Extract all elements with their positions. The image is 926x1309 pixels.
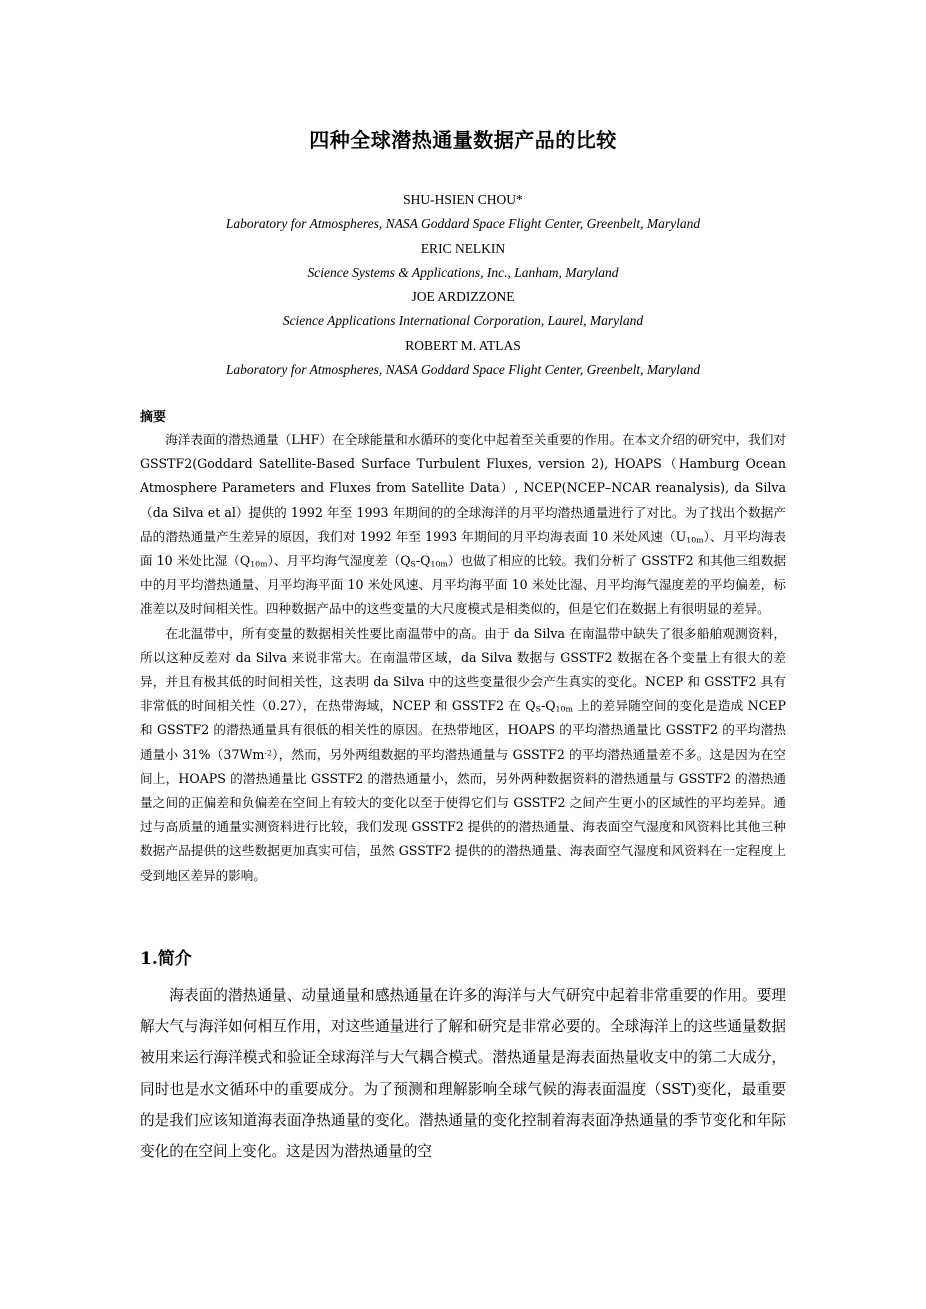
author-affiliation: Science Systems & Applications, Inc., Lanham, Maryland bbox=[307, 264, 619, 280]
intro-paragraph-1: 海表面的潜热通量、动量通量和感热通量在许多的海洋与大气研究中起着非常重要的作用。要理解大气与海洋如何相互作用，对这些通量进行了解和研究是非常必要的。全球海洋上的这些通量数据被用来运行海洋模式和验证全球海洋与大气耦合模式。潜热通量是海表面热量收支中的第二大成分，同时也是水文循环中的重要成分。为了预测和理解影响全球气候的海表面温度（SST)变化，最重要的是我们应该知道海表面净热通量的变化。潜热通量的变化控制着海表面净热通量的季节变化和年际变化的在空间上变化。这是因为潜热通量的空 bbox=[140, 987, 786, 1161]
paper-title: 四种全球潜热通量数据产品的比较 bbox=[309, 128, 617, 152]
author-affiliation: Laboratory for Atmospheres, NASA Goddard Space Flight Center, Greenbelt, Maryland bbox=[225, 216, 701, 232]
abstract-paragraph-2: 在北温带中，所有变量的数据相关性要比南温带中的高。由于 da Silva 在南温带中缺失了很多船舶观测资料，所以这种反差对 da Silva 来说非常大。在南温带区域，da Silva 数据与 GSSTF2 数据在各个变量上有很大的差异，并且有极其低的时间相关性，这表明 da Silva 中的这些变量很少会产生真实的变化。NCEP 和 GSSTF2 具有非常低的时间相关性（0.27），在热带海域，NCEP 和 GSSTF2 在 $Q_S-Q_{10m}$ 上的差异随空间的变化是造成 NCEP 和 GSSTF2 的潜热通量具有很低的相关性的原因。在热带地区，HOAPS 的平均潜热通量比 GSSTF2 的平均潜热通量小 $31\%(37Wm^{-2})$，然而，另外两组数据的平均潜热通量与 GSSTF2 的平均潜热通量差不多。这是因为在空间上，HOAPS 的潜热通量比 GSSTF2 的潜热通量小，然而，另外两种数据资料的潜热通量与 GSSTF2 的潜热通量之间的正偏差和负偏差在空间上有较大的变化以至于使得它们与 GSSTF2 之间产生更小的区域性的平均差异。通过与高质量的通量实测资料进行比较，我们发现 GSSTF2 提供的的潜热通量、海表面空气湿度和风资料比其他三种数据产品提供的这些数据更加真实可信，虽然 GSSTF2 提供的的潜热通量、海表面空气湿度和风资料在一定程度上受到地区差异的影响。 bbox=[140, 625, 786, 883]
abstract-body bbox=[140, 428, 786, 888]
author-affiliation: Laboratory for Atmospheres, NASA Goddard Space Flight Center, Greenbelt, Maryland bbox=[225, 362, 701, 378]
section-heading-intro: 1.简介 bbox=[140, 949, 192, 969]
abstract-heading: 摘要 bbox=[140, 410, 167, 425]
intro-body bbox=[140, 980, 786, 1167]
author-block bbox=[0, 188, 926, 382]
abstract-paragraph-1: 海洋表面的潜热通量（LHF）在全球能量和水循环的变化中起着至关重要的作用。在本文介绍的研究中，我们对 GSSTF2(Goddard Satellite-Based Surface Turbulent Fluxes, version 2), HOAPS（Hamburg Ocean Atmosphere Parameters and Fluxes from Satellite Data）, NCEP(NCEP–NCAR reanalysis), da Silva（da Silva et al）提供的 1992 年至 1993 年期间的的全球海洋的月平均潜热通量进行了对比。为了找出个数据产品的潜热通量产生差异的原因，我们对 1992 年至 1993 年期间的月平均海表面 10 米处风速$(U_{10m})$、月平均海表面 10 米处比湿$(Q_{10m})$、月平均海气湿度差$(Q_S-Q_{10m})$也做了相应的比较。我们分析了 GSSTF2 和其他三组数据中的月平均潜热通量、月平均海平面 10 米处风速、月平均海平面 10 米处比湿、月平均海气湿度差的平均偏差，标准差以及时间相关性。四种数据产品中的这些变量的大尺度模式是相类似的，但是它们在数据上有很明显的差异。 bbox=[140, 432, 786, 617]
author-affiliation: Science Applications International Corporation, Laurel, Maryland bbox=[282, 313, 644, 329]
author-name: SHU-HSIEN CHOU* bbox=[403, 192, 523, 207]
author-name: ROBERT M. ATLAS bbox=[405, 337, 521, 353]
author-name: ERIC NELKIN bbox=[420, 240, 506, 256]
author-name: JOE ARDIZZONE bbox=[411, 289, 515, 305]
